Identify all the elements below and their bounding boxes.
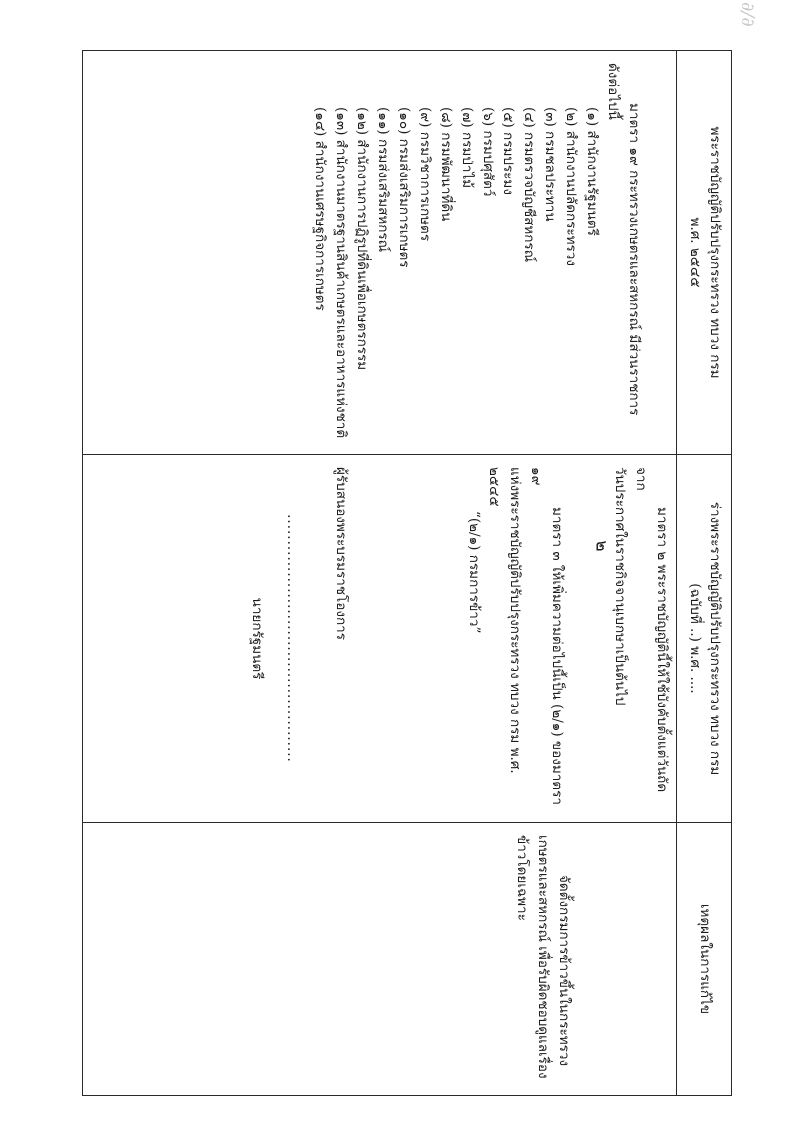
list-item: (๕) กรมประมง [500,107,517,195]
list-item: (๑) สำนักงานรัฐมนตรี [584,107,601,236]
handwritten-mark: ∂∕∂ [737,2,758,27]
list-item: (๑๓) สำนักงานมาตรฐานสินค้าเกษตรและอาหารแห่งชาติ [333,107,350,439]
current-law-cell [83,51,677,455]
section-3-text: มาตรา ๓ ให้เพิ่มความต่อไปนี้เป็น (๒/๑) ของมาตรา ๑๙ [528,467,566,805]
draft-law-cell [83,455,677,823]
table-header-row [677,51,732,1096]
section-3-text-cont: แห่งพระราชบัญญัติปรับปรุงกระทรวง ทบวง กรม พ.ศ. ๒๕๔๕ [486,467,524,774]
section-19-text-cont: ดังต่อไปนี้ [605,63,622,120]
header-current-law: พระราชบัญญัติปรับปรุงกระทรวง ทบวง กรม พ.ศ. ๒๕๔๕ [677,51,732,455]
header-reason: เหตุผลในการแก้ไข [677,823,732,1096]
list-item: (๗) กรมป่าไม้ [458,107,475,189]
section-3-new-item: “(๒/๑) กรมการข้าว” [465,511,482,634]
section-2-text: มาตรา ๒ พระราชบัญญัตินี้ให้ใช้บังคับตั้งแต่วันถัดจาก [633,467,670,793]
list-item: (๓) กรมชลประทาน [542,107,559,222]
section-2-text-cont: วันประกาศในราชกิจจานุเบกษาเป็นต้นไป [612,467,629,706]
list-item: (๑๑) กรมส่งเสริมสหกรณ์ [374,107,391,253]
list-item: (๑๔) สำนักงานเศรษฐกิจการเกษตร [312,107,329,311]
list-item: (๖) กรมปศุสัตว์ [479,107,496,197]
reason-cell [83,823,677,1096]
comparison-sheet [82,50,732,1095]
list-item: (๑๒) สำนักงานการปฏิรูปที่ดินเพื่อเกษตรกรรม [354,107,371,371]
units-list [309,63,602,442]
section-19-text: มาตรา ๑๙ กระทรวงเกษตรและสหกรณ์ มีส่วนราชการ [626,103,642,416]
list-item: (๒) สำนักงานปลัดกระทรวง [563,107,580,266]
comparison-table [82,50,732,1096]
table-body-row [83,51,677,1096]
list-item: (๑๐) กรมส่งเสริมการเกษตร [395,107,412,268]
reason-text-cont: เกษตรและสหกรณ์ เพื่อรับผิดชอบดูแลเรื่อง [535,835,552,1079]
countersign-label: ผู้รับสนองพระบรมราชโองการ [332,467,349,640]
list-item: (๘) กรมพัฒนาที่ดิน [437,107,454,222]
list-item: (๔) กรมตรวจบัญชีสหกรณ์ [521,107,538,263]
page-number: ๒ [591,540,612,553]
header-draft-law: ร่างพระราชบัญญัติปรับปรุงกระทรวง ทบวง กรม (ฉบับที่ ..) พ.ศ. .... [677,455,732,823]
signature-line: ............................................... [283,514,300,763]
reason-text: จัดตั้งกรมการข้าวขึ้นในกระทรวง [556,875,572,1067]
reason-text-cont: ข้าวโดยเฉพาะ [514,835,531,921]
signer-title: นายกรัฐมนตรี [248,597,265,680]
list-item: (๙) กรมวิชาการเกษตร [416,107,433,242]
